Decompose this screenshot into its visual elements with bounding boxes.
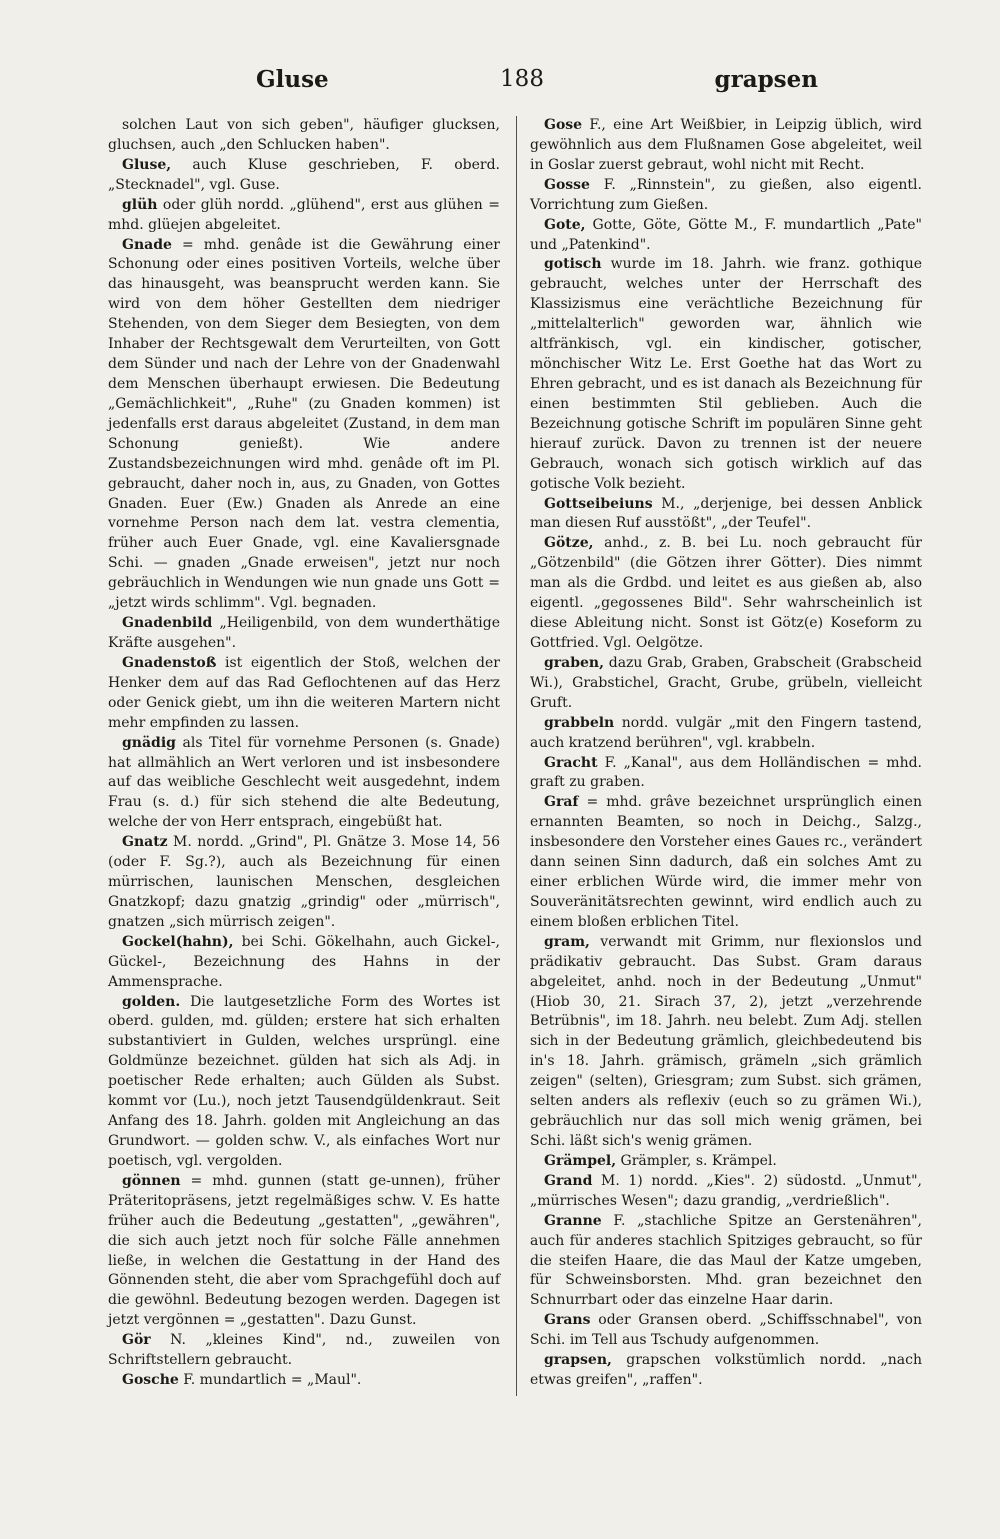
entry-headword: Gnade [122,236,172,253]
entry-text: F. mundartlich = „Maul". [178,1372,362,1389]
left-column [108,116,500,1391]
entry-text: F. „Kanal", aus dem Holländischen = mhd. graft zu graben. [530,754,922,791]
entry-headword: Gockel(hahn), [122,933,234,950]
dictionary-entry [530,534,922,654]
dictionary-entry [530,255,922,494]
dictionary-entry [108,614,500,654]
entry-text: = mhd. gunnen (statt ge-unnen), früher Präteritopräsens, jetzt regelmäßiges schw. V. Es hatte früher auch die Bedeutung „gestatten", „gewähren", die sich auch jetzt noch für solche Fälle annehmen ließe, in welchen die Gestattung in der Hand des Gönnenden steht, die aber vom Sprachgefühl doch auf die gewöhnl. Bedeutung bezogen werden. Dagegen ist jetzt vergönnen = „gestatten". Dazu Gunst. [108,1172,500,1329]
entry-headword: Gracht [544,754,598,771]
entry-text: oder glüh nordd. „glühend", erst aus glühen = mhd. glüejen abgeleitet. [108,196,500,233]
entry-headword: glüh [122,196,158,213]
entry-headword: gram, [544,933,590,950]
dictionary-entry [530,1311,922,1351]
dictionary-entry [108,1172,500,1331]
entry-text: grapschen volkstümlich nordd. „nach etwas greifen", „raffen". [530,1352,922,1389]
entry-headword: Graf [544,794,579,811]
entry-headword: Gosse [544,176,590,193]
dictionary-entry [530,714,922,754]
entry-text: F., eine Art Weißbier, in Leipzig üblich, wird gewöhnlich aus dem Flußnamen Gose abgeleitet, weil in Goslar zuerst gebraut, wohl nicht mit Recht. [530,117,922,173]
entry-headword: Gosche [122,1372,179,1389]
dictionary-entry [530,495,922,535]
entry-headword: gönnen [122,1172,181,1189]
entry-text: = mhd. genâde ist die Gewährung einer Schonung oder eines positiven Vorteils, welche über das hinausgeht, was beansprucht werden kann. Sie wird von dem höher Gestellten dem niedriger Stehenden, von dem Sieger dem Besiegten, von dem Inhaber der Rechtsgewalt dem Verurteilten, von Gott dem Sünder und nach der Lehre von der Gnadenwahl dem Menschen überhaupt erwiesen. Die Bedeutung „Gemächlichkeit", „Ruhe" (zu Gnaden kommen) ist jedenfalls erst daraus abgeleitet (Zustand, in dem man Schonung genießt). Wie andere Zustandsbezeichnungen wird mhd. genâde oft im Pl. gebraucht, daher noch in, aus, zu Gnaden, von Gottes Gnaden. Euer (Ew.) Gnaden als Anrede an eine vornehme Person nach dem lat. vestra clementia, früher auch Euer Gnade, vgl. eine Kavaliersgnade Schi. — gnaden „Gnade erweisen", jetzt nur noch gebräuchlich in Wendungen wie nun gnade uns Gott = „jetzt wirds schlimm". Vgl. begnaden. [108,236,500,612]
right-column [530,116,922,1391]
dictionary-entry [530,654,922,714]
entry-headword: Gottseibeiuns [544,495,653,512]
dictionary-entry [530,116,922,176]
dictionary-entry [530,793,922,932]
entry-text: Grämpler, s. Krämpel. [616,1152,777,1169]
entry-text: F. „Rinnstein", zu gießen, also eigentl. Vorrichtung zum Gießen. [530,176,922,213]
entry-headword: grapsen, [544,1352,612,1369]
entry-text: Gotte, Göte, Götte M., F. mundartlich „Pate" und „Patenkind". [530,216,922,253]
entry-text: dazu Grab, Graben, Grabscheit (Grabscheid Wi.), Grabstichel, Gracht, Grube, grübeln, vielleicht Gruft. [530,654,922,711]
entry-headword: Gote, [544,216,586,233]
entry-headword: Gör [122,1332,151,1349]
entry-headword: Grans [544,1312,591,1329]
page-number: 188 [500,66,544,92]
entry-text: F. „stachliche Spitze an Gerstenähren", auch für anderes stachlich Spitziges gebraucht, so für die steifen Haare, die das Maul der Katze umgeben, für Schweinsborsten. Mhd. gran bezeichnet den Schnurrbart oder das einzelne Haar darin. [530,1212,922,1309]
entry-headword: Gnadenstoß [122,654,217,671]
dictionary-entry [108,236,500,615]
dictionary-entry [530,1212,922,1312]
entry-text: M. 1) nordd. „Kies". 2) südostd. „Unmut", „mürrisches Wesen"; dazu grandig, „verdrießlich". [530,1172,922,1209]
entry-text: ist eigentlich der Stoß, welchen der Henker dem auf das Rad Geflochtenen auf das Herz oder Genick giebt, um ihn die weiteren Martern nicht mehr empfinden zu lassen. [108,654,500,731]
dictionary-entry [530,1152,922,1172]
entry-text: M., „derjenige, bei dessen Anblick man diesen Ruf ausstößt", „der Teufel". [530,495,922,532]
dictionary-entry [108,654,500,734]
header-right-keyword: grapsen [714,66,818,93]
entry-headword: Gnadenbild [122,615,213,632]
dictionary-entry [108,933,500,993]
entry-text: anhd., z. B. bei Lu. noch gebraucht für „Götzenbild" (die Götzen ihrer Götter). Dies nimmt man als die Grdbd. und leitet es aus gießen ab, also eigentl. „gegossenes Bild". Sehr wahrscheinlich ist diese Ableitung nicht. Sonst ist Götz(e) Koseform zu Gottfried. Vgl. Oelgötze. [530,535,922,651]
entry-headword: gotisch [544,256,602,273]
entry-headword: Gluse, [122,156,172,173]
dictionary-entry [108,734,500,834]
dictionary-entry [530,1351,922,1391]
entry-text: solchen Laut von sich geben", häufiger glucksen, gluchsen, auch „den Schlucken haben". [108,117,500,153]
entry-headword: Granne [544,1212,602,1229]
entry-headword: Gnatz [122,834,168,851]
entry-text: M. nordd. „Grind", Pl. Gnätze 3. Mose 14, 56 (oder F. Sg.?), auch als Bezeichnung für einen mürrischen, launischen Menschen, desgleichen Gnatzkopf; dazu gnatzig „grindig" oder „mürrisch", gnatzen „sich mürrisch zeigen". [108,834,500,930]
entry-text: wurde im 18. Jahrh. wie franz. gothique gebraucht, welches unter der Herrschaft des Klassizismus eine verächtliche Bezeichnung für „mittelalterlich" geworden war, ähnlich wie altfränkisch, vgl. ein kindischer, gotischer, mönchischer Witz Le. Erst Goethe hat das Wort zu Ehren gebracht, und es ist danach als Bezeichnung für einen bestimmten Stil geblieben. Auch die Bezeichnung gotische Schrift im populären Sinne geht hierauf zurück. Davon zu trennen ist der neuere Gebrauch, wonach sich gotisch wirklich auf das gotische Volk bezieht. [530,256,922,492]
entry-text: auch Kluse geschrieben, F. oberd. „Stecknadel", vgl. Guse. [108,156,500,193]
dictionary-entry [108,156,500,196]
entry-headword: gnädig [122,734,176,751]
entry-headword: Grämpel, [544,1152,617,1169]
dictionary-entry [108,993,500,1172]
dictionary-entry [530,754,922,794]
dictionary-entry [530,176,922,216]
dictionary-entry [108,833,500,933]
dictionary-entry [108,1371,500,1391]
entry-text: N. „kleines Kind", nd., zuweilen von Schriftstellern gebraucht. [108,1332,500,1369]
header-left-keyword: Gluse [256,66,329,93]
dictionary-entry [530,933,922,1152]
entry-text: bei Schi. Gökelhahn, auch Gickel-, Gückel-, Bezeichnung des Hahns in der Ammensprache. [108,933,500,990]
entry-headword: Gose [544,117,583,133]
entry-text: „Heiligenbild, von dem wunderthätige Kräfte ausgehen". [108,615,500,651]
dictionary-entry [108,1331,500,1371]
entry-text: oder Gransen oberd. „Schiffsschnabel", von Schi. im Tell aus Tschudy aufgenommen. [530,1312,922,1349]
entry-text: = mhd. grâve bezeichnet ursprünglich einen ernannten Beamten, so noch in Deichg., Salzg., insbesondere den Vorsteher eines Gaues rc., verändert dann seinen Sinn dadurch, daß ein solches Amt zu einer erblichen Würde wird, die immer mehr von Souveränitätsrechten gewinnt, wird endlich auch zu einem bloßen erblichen Titel. [530,794,922,930]
entry-text: Die lautgesetzliche Form des Wortes ist oberd. gulden, md. gülden; erstere hat sich erhalten substantiviert in Gulden, welches ursprüngl. eine Goldmünze bezeichnet. gülden hat sich als Adj. in poetischer Rede erhalten; auch Gülden als Subst. kommt vor (Lu.), noch jetzt Tausendgüldenkraut. Seit Anfang des 18. Jahrh. golden mit Angleichung an das Grundwort. — golden schw. V., als einfaches Wort nur poetisch, vgl. vergolden. [108,993,500,1169]
dictionary-entry [530,1172,922,1212]
entry-headword: graben, [544,654,604,671]
entry-headword: grabbeln [544,714,615,731]
entry-headword: golden. [122,993,181,1010]
entry-headword: Götze, [544,535,594,552]
page-header [108,66,938,106]
dictionary-entry [108,116,500,156]
column-divider [516,116,517,1396]
entry-headword: Grand [544,1172,593,1189]
entry-text: verwandt mit Grimm, nur flexionslos und prädikativ gebraucht. Das Subst. Gram daraus abgeleitet, anhd. noch in der Bedeutung „Unmut" (Hiob 30, 21. Sirach 37, 2), jetzt „verzehrende Betrübnis", im 18. Jahrh. neu belebt. Zum Adj. stellen sich in der Bedeutung grämlich, gleichbedeutend bis in's 18. Jahrh. grämisch, grämeln „sich grämlich zeigen" (selten), Griesgram; zum Subst. sich grämen, selten anders als reflexiv (euch so zu grämen Wi.), gebräuchlich nur das soll mich wenig grämen, bei Schi. läßt sich's wenig grämen. [530,933,922,1150]
entry-text: nordd. vulgär „mit den Fingern tastend, auch kratzend berühren", vgl. krabbeln. [530,714,922,751]
dictionary-entry [108,196,500,236]
entry-text: als Titel für vornehme Personen (s. Gnade) hat allmählich an Wert verloren und ist insbesondere auf das weibliche Geschlecht weit ausgedehnt, indem Frau (s. d.) für sich stehend die alte Bedeutung, welche der von Herr entsprach, eingebüßt hat. [108,734,500,831]
dictionary-entry [530,216,922,256]
